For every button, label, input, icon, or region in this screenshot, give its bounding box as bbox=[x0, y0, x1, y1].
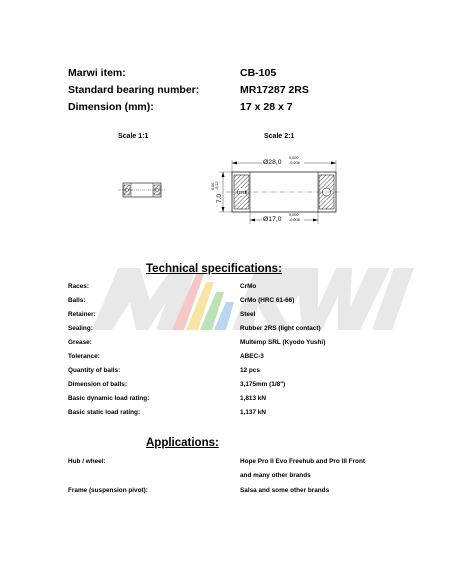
bearing-scale-1-1 bbox=[118, 183, 166, 197]
spec-label-grease: Grease: bbox=[68, 339, 92, 346]
scale-2-1-label: Scale 2:1 bbox=[264, 133, 295, 140]
app-label-frame: Frame (suspension pivot): bbox=[68, 487, 148, 494]
spec-value-retainer: Steel bbox=[240, 311, 256, 318]
spec-value-grease: Multemp SRL (Kyodo Yushi) bbox=[240, 339, 326, 346]
spec-label-balls: Balls: bbox=[68, 297, 86, 304]
spec-value-sealing: Rubber 2RS (light contact) bbox=[240, 325, 321, 332]
spec-label-dynamic-load: Basic dynamic load rating: bbox=[68, 395, 150, 402]
spec-label-races: Races: bbox=[68, 283, 89, 290]
width-tol-lower: -0,12 bbox=[215, 181, 219, 190]
bearing-number-value: MR17287 2RS bbox=[240, 84, 309, 96]
dimension-value: 17 x 28 x 7 bbox=[240, 101, 293, 113]
outer-tol-upper: 0,000 bbox=[289, 156, 299, 160]
app-value-hub: Hope Pro II Evo Freehub and Pro III Front bbox=[240, 458, 365, 465]
width-tol-upper: 0,00 bbox=[211, 182, 215, 190]
inner-diameter: Ø17,0 bbox=[263, 216, 282, 223]
applications-title: Applications: bbox=[146, 437, 219, 449]
marwi-item-label: Marwi item: bbox=[68, 67, 126, 79]
width-dim: 7,0 bbox=[216, 193, 223, 203]
spec-label-static-load: Basic static load rating: bbox=[68, 409, 141, 416]
spec-value-ball-dim: 3,175mm (1/8") bbox=[240, 381, 286, 388]
spec-value-balls: CrMo (HRC 61-66) bbox=[240, 297, 295, 304]
technical-specs-title: Technical specifications: bbox=[146, 263, 282, 275]
app-label-hub: Hub / wheel: bbox=[68, 458, 106, 465]
bearing-scale-2-1 bbox=[211, 156, 342, 224]
scale-1-1-label: Scale 1:1 bbox=[118, 133, 149, 140]
spec-label-ball-qty: Quantity of balls: bbox=[68, 367, 121, 374]
app-value-hub-continued: and many other brands bbox=[240, 472, 311, 479]
spec-label-ball-dim: Dimension of balls: bbox=[68, 381, 127, 388]
spec-label-retainer: Retainer: bbox=[68, 311, 96, 318]
dimension-label: Dimension (mm): bbox=[68, 101, 154, 113]
seal-label: 2RS bbox=[238, 190, 248, 195]
spec-label-tolerance: Tolerance: bbox=[68, 353, 100, 360]
app-value-frame: Salsa and some other brands bbox=[240, 487, 330, 494]
inner-tol-lower: -0,008 bbox=[289, 218, 300, 222]
spec-value-races: CrMo bbox=[240, 283, 257, 290]
outer-tol-lower: -0,008 bbox=[289, 161, 300, 165]
marwi-item-value: CB-105 bbox=[240, 67, 277, 79]
spec-value-ball-qty: 12 pcs bbox=[240, 367, 260, 374]
spec-label-sealing: Sealing: bbox=[68, 325, 93, 332]
spec-value-tolerance: ABEC-3 bbox=[240, 353, 264, 360]
inner-tol-upper: 0,000 bbox=[289, 213, 299, 217]
bearing-number-label: Standard bearing number: bbox=[68, 84, 200, 96]
spec-value-static-load: 1,137 kN bbox=[240, 409, 266, 416]
outer-diameter: Ø28,0 bbox=[263, 159, 282, 166]
spec-value-dynamic-load: 1,813 kN bbox=[240, 395, 266, 402]
